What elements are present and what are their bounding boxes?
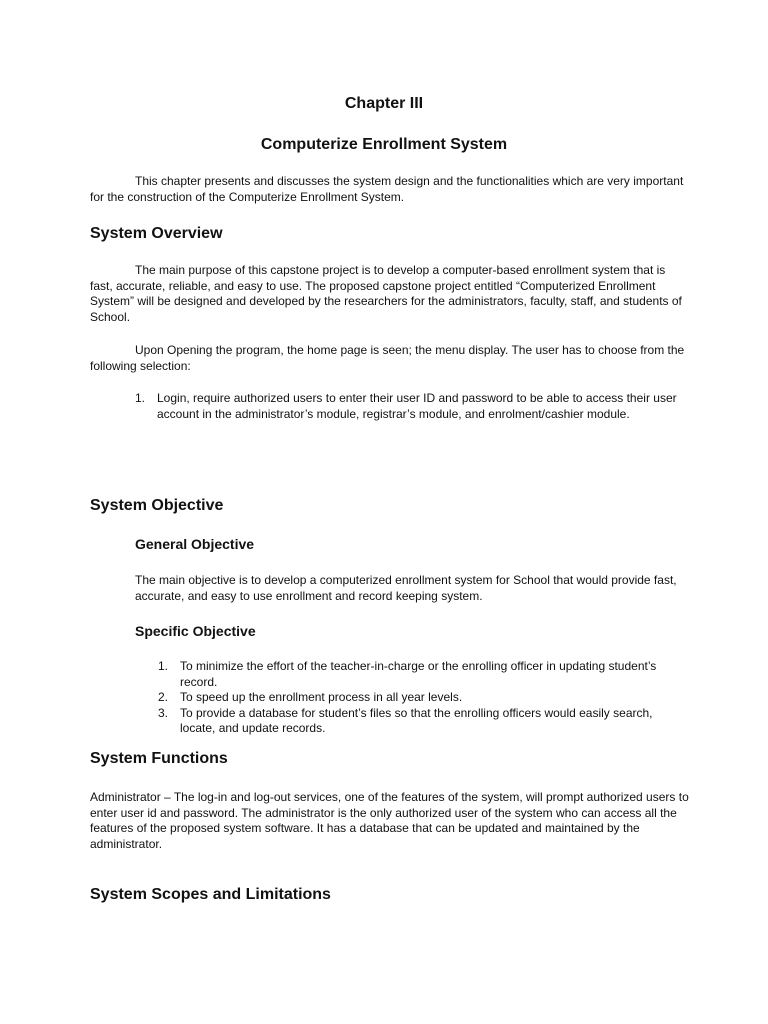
scopes-heading: System Scopes and Limitations xyxy=(90,886,331,903)
list-item-text: To provide a database for student’s files so that the enrolling officers would easily search, locate, and update records. xyxy=(180,705,653,735)
list-item-text: To minimize the effort of the teacher-in-charge or the enrolling officer in updating student’s record. xyxy=(180,659,657,689)
list-item-number: 2. xyxy=(158,690,169,704)
overview-heading: System Overview xyxy=(90,225,223,242)
chapter-label: Chapter III xyxy=(344,95,424,112)
general-objective-heading: General Objective xyxy=(135,536,255,552)
functions-paragraph: Administrator – The log-in and log-out services, one of the features of the system, will prompt authorized users to enter user id and password. The administrator is the only authorized user of the system who can access all the features of the proposed system software. It has a database that can be updated and maintained by the administrator. xyxy=(90,790,689,851)
list-item xyxy=(158,690,658,706)
list-item-text: To speed up the enrollment process in all year levels. xyxy=(180,690,463,704)
overview-list xyxy=(135,391,680,422)
list-item-text: Login, require authorized users to enter their user ID and password to be able to access their user account in the administrator’s module, registrar’s module, and enrolment/cashier module. xyxy=(157,391,677,421)
list-item xyxy=(158,659,658,690)
list-item-number: 1. xyxy=(158,659,169,673)
list-item xyxy=(158,706,658,737)
specific-objective-list xyxy=(158,659,658,737)
intro-paragraph: This chapter presents and discusses the system design and the functionalities which are very important for the construction of the Computerize Enrollment System. xyxy=(90,174,684,204)
overview-paragraph-1: The main purpose of this capstone project is to develop a computer-based enrollment system that is fast, accurate, reliable, and easy to use. The proposed capstone project entitled “Computerized Enrollment System” will be designed and developed by the researchers for the administrators, faculty, staff, and students of School. xyxy=(90,263,682,324)
objective-heading: System Objective xyxy=(90,497,224,514)
general-objective-text: The main objective is to develop a computerized enrollment system for School that would provide fast, accurate, and easy to use enrollment and record keeping system. xyxy=(135,573,677,603)
functions-heading: System Functions xyxy=(90,750,228,767)
list-item xyxy=(135,391,680,422)
list-item-number: 3. xyxy=(158,705,169,720)
list-item-number: 1. xyxy=(135,391,146,405)
overview-paragraph-2: Upon Opening the program, the home page is seen; the menu display. The user has to choose from the following selection: xyxy=(90,343,685,373)
document-title: Computerize Enrollment System xyxy=(260,136,508,153)
specific-objective-heading: Specific Objective xyxy=(135,623,256,639)
